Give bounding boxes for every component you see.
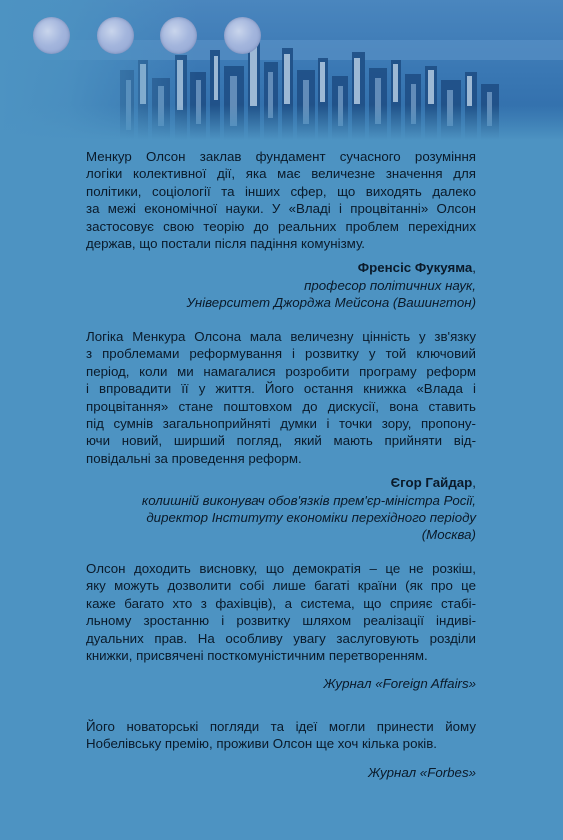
quote-text [86, 148, 476, 252]
quote-gaidar [86, 328, 476, 544]
quote-line: Логіка Менкура Олсона мала величезну цінність у зв'язку [86, 329, 476, 344]
quote-line: політики, соціології та інших сфер, що виходять далеко [86, 183, 476, 199]
quote-line: під сумнів загальноприйняті думки і точки зору, пропону- [86, 416, 476, 432]
quote-line: процвітання» стане поштовхом до дискусії, вона ставить [86, 398, 476, 414]
quote-text [86, 718, 476, 753]
cityscape-banner [0, 0, 563, 140]
quote-line: льному зростанню і розвитку шляхом реалізації індиві- [86, 613, 476, 629]
author-role: колишній виконувач обов'язків прем'єр-міністра Росії, [141, 492, 476, 508]
cityscape-image [0, 0, 563, 140]
quote-line: повідальні за проведення реформ. [86, 450, 302, 466]
quote-line: логіки колективної дії, яка має величезне значення для [86, 166, 476, 182]
quote-line: ючи новий, ширший погляд, який мають прийняти від- [86, 433, 476, 449]
quote-line: Олсон доходить висновку, що демократія – це не розкіш, [86, 561, 476, 576]
quote-line: за межі економічної науки. У «Владі і процвітанні» Олсон [86, 201, 476, 217]
quote-line: держав, що постали після падіння комунізму. [86, 236, 365, 252]
quote-foreign-affairs [86, 560, 476, 693]
quote-line: застосовує свою теорію до реальних проблем перехідних [86, 218, 476, 234]
author-name: Френсіс Фукуяма, [357, 260, 476, 276]
quote-line: дуальних прав. На особливу увагу заслуговують розділи [86, 630, 476, 646]
author-affiliation: директор Інституту економіки перехідного періоду [146, 510, 476, 526]
author-name: Єгор Гайдар, [390, 475, 476, 491]
quote-source: Журнал «Forbes» [367, 764, 476, 780]
quote-text [86, 328, 476, 467]
author-location: (Москва) [421, 527, 476, 543]
decorative-circle-2 [97, 17, 134, 54]
quote-source: Журнал «Foreign Affairs» [323, 676, 476, 692]
quote-text [86, 560, 476, 664]
quote-line: і впровадити її у життя. Його остання книжка «Влада і [86, 381, 476, 397]
quote-forbes [86, 718, 476, 781]
quote-line: період, коли ми намагалися розробити програму реформ [86, 363, 476, 379]
author-affiliation: Університет Джорджа Мейсона (Вашингтон) [186, 295, 476, 311]
quote-line: з проблемами реформування і розвитку у той ключовий [86, 346, 476, 362]
quote-line: каже багато хто з фахівців), а система, що сприяє стабі- [86, 595, 476, 611]
decorative-circle-1 [33, 17, 70, 54]
quote-line: яку можуть дозволити собі лише багаті країни (як про це [86, 578, 476, 594]
quote-line: Менкур Олсон заклав фундамент сучасного розуміння [86, 149, 476, 164]
decorative-circle-4 [224, 17, 261, 54]
quote-line: Нобелівську премію, проживи Олсон ще хоч кілька років. [86, 736, 437, 752]
quote-line: книжки, присвячені посткомуністичним перетворенням. [86, 648, 428, 664]
quote-attribution [86, 259, 476, 311]
quote-attribution [86, 474, 476, 544]
decorative-circle-3 [160, 17, 197, 54]
quote-line: Його новаторські погляди та ідеї могли принести йому [86, 719, 476, 734]
author-role: професор політичних наук, [304, 277, 476, 293]
quote-fukuyama [86, 148, 476, 312]
